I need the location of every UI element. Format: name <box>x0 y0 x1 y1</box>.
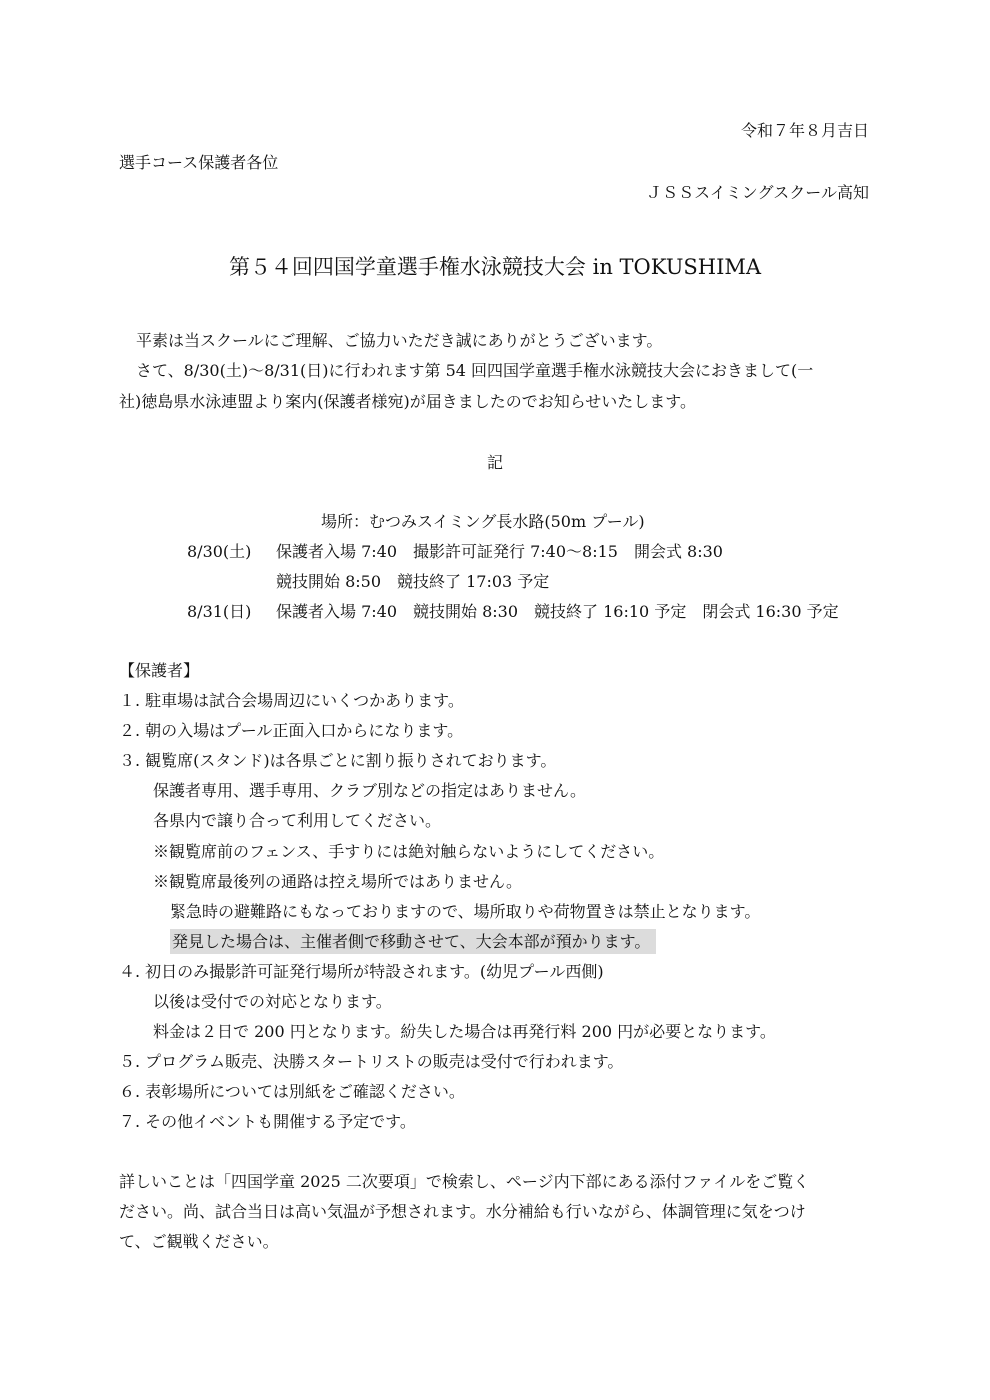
day1-label: 8/30(土) <box>187 542 252 561</box>
day2-label: 8/31(日) <box>187 602 252 621</box>
guardian-item-4-sub-1: 以後は受付での対応となります。 <box>153 992 392 1011</box>
issue-date: 令和７年８月吉日 <box>740 121 869 140</box>
guardian-item-7: ７. その他イベントも開催する予定です。 <box>119 1112 416 1131</box>
guardian-item-1: １. 駐車場は試合会場周辺にいくつかあります。 <box>119 691 464 710</box>
recipient: 選手コース保護者各位 <box>119 153 279 172</box>
guardian-item-3-sub-5: 緊急時の避難路にもなっておりますので、場所取りや荷物置きは禁止となります。 <box>170 902 761 921</box>
highlighted-text: 発見した場合は、主催者側で移動させて、大会本部が預かります。 <box>170 929 656 954</box>
guardian-item-4: ４. 初日のみ撮影許可証発行場所が特設されます。(幼児プール西側) <box>119 962 604 981</box>
venue: 場所：むつみスイミング長水路(50m プール) <box>321 512 645 531</box>
day1-schedule-line-2: 競技開始 8:50 競技終了 17:03 予定 <box>276 572 550 591</box>
guardian-item-2: ２. 朝の入場はプール正面入口からになります。 <box>119 721 464 740</box>
guardian-item-3-sub-3: ※観覧席前のフェンス、手すりには絶対触らないようにしてください。 <box>153 842 665 861</box>
guardian-item-4-sub-2: 料金は２日で 200 円となります。紛失した場合は再発行料 200 円が必要となります。 <box>153 1022 776 1041</box>
day1-schedule-line-1: 保護者入場 7:40 撮影許可証発行 7:40〜8:15 開会式 8:30 <box>276 542 723 561</box>
intro-line-3: 社)徳島県水泳連盟より案内(保護者様宛)が届きましたのでお知らせいたします。 <box>119 392 696 411</box>
guardian-item-6: ６. 表彰場所については別紙をご確認ください。 <box>119 1082 465 1101</box>
guardian-item-3-sub-6-highlighted <box>170 930 656 954</box>
day2-schedule-line-1: 保護者入場 7:40 競技開始 8:30 競技終了 16:10 予定 閉会式 16:30 予定 <box>276 602 839 621</box>
sender: ＪＳＳスイミングスクール高知 <box>646 183 869 202</box>
guardian-item-3-sub-4: ※観覧席最後列の通路は控え場所ではありません。 <box>153 872 522 891</box>
guardian-heading: 【保護者】 <box>119 661 200 680</box>
guardian-item-3-sub-1: 保護者専用、選手専用、クラブ別などの指定はありません。 <box>153 781 586 800</box>
closing-line-2: ださい。尚、試合当日は高い気温が予想されます。水分補給も行いながら、体調管理に気をつけ <box>119 1202 806 1221</box>
ki-heading: 記 <box>486 453 503 472</box>
intro-line-1: 平素は当スクールにご理解、ご協力いただき誠にありがとうございます。 <box>136 331 663 350</box>
guardian-item-3: ３. 観覧席(スタンド)は各県ごとに割り振りされております。 <box>119 751 557 770</box>
guardian-item-3-sub-2: 各県内で譲り合って利用してください。 <box>153 811 442 830</box>
closing-line-3: て、ご観戦ください。 <box>119 1232 279 1251</box>
guardian-item-5: ５. プログラム販売、決勝スタートリストの販売は受付で行われます。 <box>119 1052 624 1071</box>
intro-line-2: さて、8/30(土)〜8/31(日)に行われます第 54 回四国学童選手権水泳競技大会におきまして(一 <box>136 361 814 380</box>
closing-line-1: 詳しいことは「四国学童 2025 二次要項」で検索し、ページ内下部にある添付ファイルをご覧く <box>119 1172 810 1191</box>
page-title: 第５４回四国学童選手権水泳競技大会 in TOKUSHIMA <box>228 255 762 279</box>
